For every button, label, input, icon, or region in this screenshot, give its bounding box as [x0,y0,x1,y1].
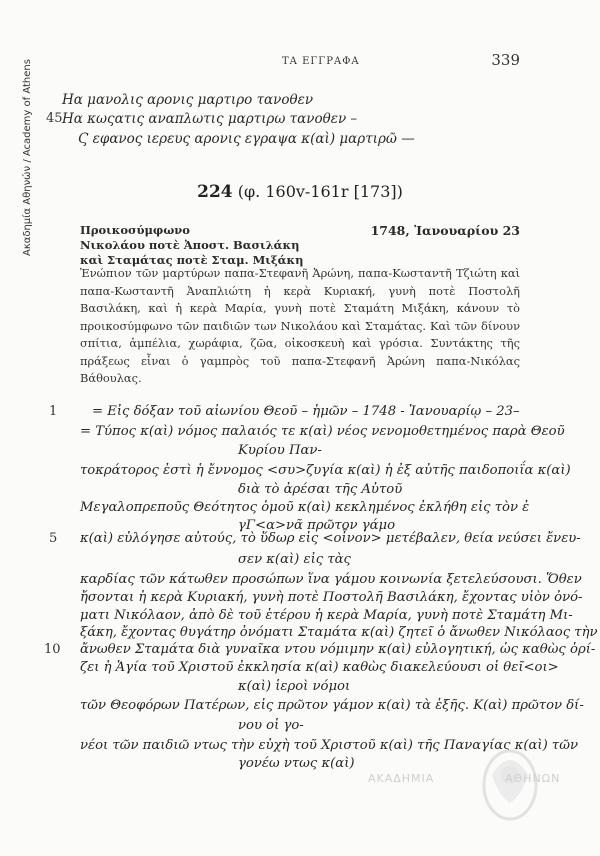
text-line: Μεγαλοπρεποῦς Θεότητος ὁμοῦ κ(αὶ) κεκλημένος ἐκλήθη εἰς τὸν ἐ [80,500,530,515]
academy-watermark-icon [470,745,600,835]
text-line: = Εἰς δόξαν τοῦ αἰωνίου Θεοῦ – ἡμῶν – 1748 - Ἰανουαρίῳ – 23– [92,404,520,419]
summary-title-line: Νικολάου ποτὲ Ἀποστ. Βασιλάκη [80,238,300,252]
text-line: τοκράτορος ἐστὶ ἡ ἔννομος <συ>ζυγία κ(αὶ) ἡ ἐξ αὐτῆς παιδοποιΐα κ(αὶ) [80,463,571,478]
text-line: τῶν Θεοφόρων Πατέρων, εἰς πρῶτον γάμον κ(αὶ) τὰ ἑξῆς. Κ(αὶ) πρῶτον δί- [80,698,584,713]
text-line: σεν κ(αὶ) εἰς τὰς [238,552,351,567]
text-line: Κυρίου Παν- [238,443,322,458]
verse-line: Ϛ εφανος ιερευς αρονις εγραψα κ(αὶ) μαρτιρῶ — [78,131,415,147]
text-line: γΓ<α>νᾶ πρῶτον γάμο [238,518,396,533]
summary-title [80,223,310,268]
verse-line: Ηα μανολις αρονις μαρτιρο τανοθεν [62,92,314,108]
text-line: κ(αὶ) εὐλόγησε αὐτούς, τὸ ὕδωρ εἰς <οἶνον> μετέβαλεν, θεία νεύσει ἔνευ- [80,531,581,546]
verse-line-number: 45 [46,111,63,126]
text-line-number: 10 [44,642,61,657]
text-line: ξάκη, ἔχοντας θυγάτηρ ὀνόματι Σταμάτα κ(αὶ) ζητεῖ ὁ ἄνωθεν Νικόλαος τὴν [80,625,598,640]
watermark-text-left: ΑΚΑΔΗΜΙΑ [368,772,435,785]
text-line: διὰ τὸ ἀρέσαι τῆς Αὐτοῦ [238,482,403,497]
text-line-number: 1 [49,404,58,419]
summary-title-line: Προικοσύμφωνο [80,223,190,237]
text-line: = Τύπος κ(αὶ) νόμος παλαιός τε κ(αὶ) νέος νενομοθετημένος παρὰ Θεοῦ [80,424,565,439]
text-line-number: 5 [49,531,58,546]
watermark-text-right: ΑΘΗΝΩΝ [505,772,561,785]
summary-date: 1748, Ἰανουαρίου 23 [370,223,520,238]
side-label: Ακαδημία Αθηνών / Academy of Athens [22,59,33,256]
text-line: ἤσονται ἡ κερὰ Κυριακή, γυνὴ ποτὲ Ποστολῆ Βασιλάκη, ἔχοντας υἱὸν ὀνό- [80,590,583,605]
text-line: νου οἱ γο- [238,718,304,733]
text-line: γονέω ντως κ(αὶ) [238,756,355,771]
text-line: καρδίας τῶν κάτωθεν προσώπων ἵνα γάμου κοινωνία ξετελεύσουσι. Ὅθεν [80,572,582,587]
page-number: 339 [491,51,520,69]
document-folio: (φ. 160v-161r [173]) [237,182,403,201]
text-line: κ(αὶ) ἱεροὶ νόμοι [238,679,351,694]
document-number: 224 [197,182,233,202]
text-line: νέοι τῶν παιδιῶ ντως τὴν εὐχὴ τοῦ Χριστοῦ κ(αὶ) τῆς Παναγίας κ(αὶ) τῶν [80,738,578,753]
summary-text: Ἐνώπιον τῶν μαρτύρων παπα-Στεφανῆ Ἀρώνη, παπα-Κωσταντῆ Τζιώτη καὶ παπα-Κωσταντῆ Ἀναπλιώτη ἡ κερὰ Κυριακή, γυνὴ ποτὲ Ποστολῆ Βασιλάκη, καὶ ἡ κερὰ Μαρία, γυνὴ ποτὲ Σταμάτη Μιξάκη, κάνουν τὸ προικοσύμφωνο τῶν παιδιῶν των Νικολάου καὶ Σταμάτας. Καὶ τῶν δίνουν σπίτια, ἀμπέλια, χωράφια, ζῶα, οἰκοσκευὴ καὶ γρόσια. Συντάκτης τῆς πράξεως εἶναι ὁ γαμπρὸς τοῦ παπα-Στεφανῆ Ἀρώνη παπα-Νικόλας Βάθουλας. [80,266,520,385]
verse-line: Ηα κωςατις αναπλωτις μαρτιρω τανοθεν – [62,111,358,127]
document-heading [0,182,600,202]
summary-title-line: καὶ Σταμάτας ποτὲ Σταμ. Μιξάκη [80,253,304,267]
running-head: ΤΑ ΕΓΓΡΑΦΑ [282,56,360,67]
text-line: ζει ἡ Ἁγία τοῦ Χριστοῦ ἐκκλησία κ(αὶ) καθὼς διακελεύουσι οἱ θεῖ<οι> [80,660,559,675]
text-line: ματι Νικόλαον, ἀπὸ δὲ τοῦ ἑτέρου ἡ κερὰ Μαρία, γυνὴ ποτὲ Σταμάτη Μι- [80,608,573,623]
text-line: ἄνωθεν Σταμάτα διὰ γυναῖκα ντου νόμιμην κ(αὶ) εὐλογητική, ὡς καθὼς ὁρί- [80,642,596,657]
